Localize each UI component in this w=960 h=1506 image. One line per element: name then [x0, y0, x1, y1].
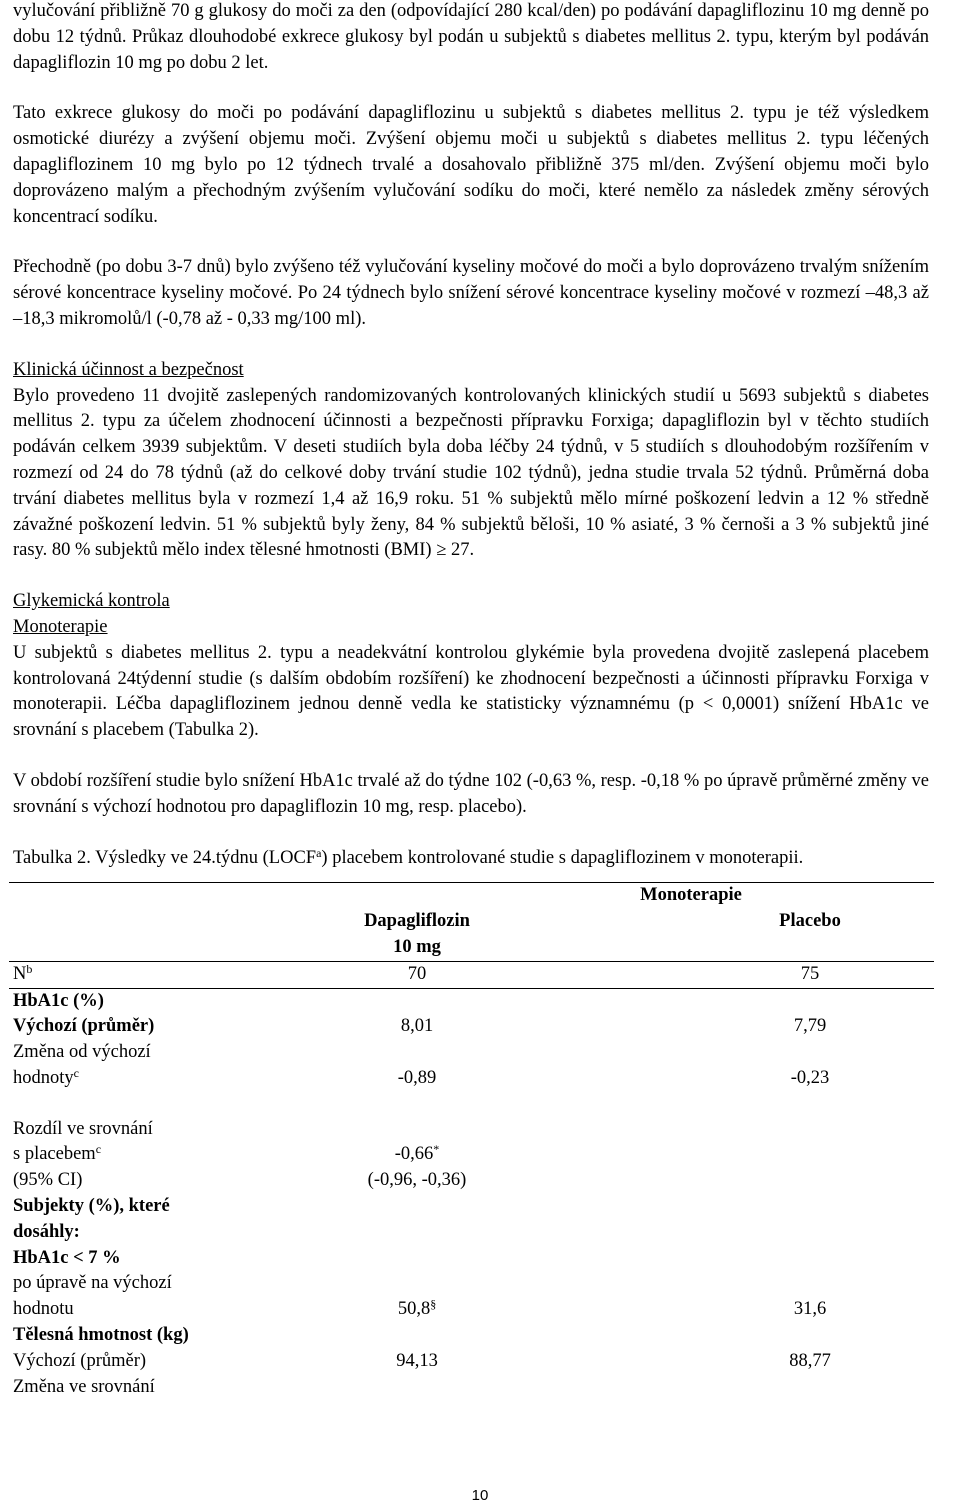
paragraph-uric-acid: Přechodně (po dobu 3-7 dnů) bylo zvýšeno též vylučování kyseliny močové do moči a bylo doprovázeno trvalým snížením sérové koncentrace kyseliny močové. Po 24 týdnech bylo snížení sérové koncentrace kyseliny močové v rozmezí –48,3 až –18,3 mikromolů/l (-0,78 až - 0,33 mg/100 ml). [13, 257, 929, 329]
page-number: 10 [471, 1487, 489, 1504]
group-header-monotherapy: Monoterapie [640, 885, 742, 906]
row-label-weight-baseline: Výchozí (průměr) [13, 1350, 147, 1371]
table-row-weight-header [9, 1323, 934, 1349]
row-label-change: Změna od výchozí hodnoty$^c$ [13, 1042, 151, 1088]
paragraph-osmotic-diuresis: Tato exkrece glukosy do moči po podávání dapagliflozinu u subjektů s diabetes mellitus 2. typu je též výsledkem osmotické diurézy a zvýšení objemu moči. Zvýšení objemu moči u subjektů s diabetes mellitus 2. typu léčených dapagliflozinem 10 mg bylo po 12 týdnech trvalé a dosahovalo přibližně 375 ml/den. Zvýšení objemu moči bylo doprovázeno malým a přechodným zvýšením vylučování sodíku do moči, které nemělo za následek změny sérových koncentrací sodíku. [13, 103, 929, 227]
cell-hba1c-base-placebo: 7,79 [793, 1016, 827, 1037]
heading-glycemic-control: Glykemická kontrola [13, 591, 170, 612]
table-row-responders [9, 1194, 934, 1323]
results-table [9, 882, 934, 1400]
table-row-hba1c-header [9, 988, 934, 1014]
table-column-header-row [9, 909, 934, 961]
table-row-weight-change [9, 1375, 934, 1401]
row-label-n: N [13, 963, 27, 984]
cell-responders-dapa: 50,8§ [397, 1297, 437, 1320]
col-header-placebo: Placebo [779, 911, 841, 932]
table-caption [13, 846, 929, 872]
row-label-difference: Rozdíl ve srovnání s placebem$^c$ (95% CI) [13, 1118, 153, 1191]
caption-text-end: ) placebem kontrolované studie s dapagliflozinem v monoterapii. [321, 847, 804, 868]
paragraph-clinical-studies: Bylo provedeno 11 dvojitě zaslepených randomizovaných kontrolovaných klinických studií u 5693 subjektů s diabetes mellitus 2. typu za účelem zhodnocení účinnosti a bezpečnosti přípravku Forxiga; dapagliflozin byl v těchto studiích podáván celkem 3939 subjektům. V deseti studiích byla doba léčby 24 týdnů, v 5 studiích s dlouhodobým rozšířením v rozmezí od 24 do 78 týdnů (až do celkové doby trvání studie 102 týdnů), jedna studie trvala 52 týdnů. Průměrná doba trvání diabetes mellitus byla v rozmezí 1,4 až 16,9 roku. 51 % subjektů mělo mírné poškození ledvin a 12 % středně závažné poškození ledvin. 51 % subjektů byly ženy, 84 % subjektů běloši, 10 % asiaté, 3 % černoši a 3 % subjektů jiné rasy. 80 % subjektů mělo index tělesné hmotnosti (BMI) ≥ 27. [13, 385, 929, 561]
table-group-header-row [9, 883, 934, 909]
table-row-n: $N^b$ 70 75 [9, 961, 934, 988]
table-row-hba1c-baseline [9, 1014, 934, 1040]
section-hba1c: HbA1c (%) [13, 990, 104, 1011]
cell-hba1c-change-placebo: -0,23 [790, 1067, 830, 1088]
table-row-hba1c-change [9, 1040, 934, 1092]
cell-n-dapa: 70 [407, 963, 427, 984]
caption-text-start: Tabulka 2. Výsledky ve 24.týdnu (LOCF [13, 847, 317, 868]
paragraph-glucose-excretion: vylučování přibližně 70 g glukosy do moči za den (odpovídající 280 kcal/den) po podávání dapagliflozinu 10 mg denně po dobu 12 týdnů. Průkaz dlouhodobé exkrece glukosy byl podán u subjektů s diabetes mellitus 2. typu, kterým byl podáván dapagliflozin 10 mg po dobu 2 let. [13, 1, 929, 73]
table-row-weight-baseline [9, 1349, 934, 1375]
row-label-responders: Subjekty (%), které dosáhly: HbA1c < 7 % po úpravě na výchozí hodnotu [13, 1196, 172, 1320]
cell-n-placebo: 75 [800, 963, 820, 984]
table-row-difference [9, 1117, 934, 1194]
document-page [13, 0, 929, 1400]
table-spacer [9, 1092, 934, 1117]
row-label-weight-change: Změna ve srovnání [13, 1376, 155, 1397]
col-header-dapagliflozin: Dapagliflozin 10 mg [364, 911, 470, 957]
cell-hba1c-change-dapa: -0,89 [397, 1067, 437, 1088]
cell-hba1c-base-dapa: 8,01 [400, 1016, 434, 1037]
cell-difference-dapa: -0,66* (-0,96, -0,36) [367, 1142, 467, 1191]
paragraph-extension-period: V období rozšíření studie bylo snížení HbA1c trvalé až do týdne 102 (-0,63 %, resp. -0,18 % po úpravě průměrné změny ve srovnání s výchozí hodnotou pro dapagliflozin 10 mg, resp. placebo). [13, 770, 929, 817]
heading-monotherapy: Monoterapie [13, 616, 108, 637]
paragraph-monotherapy-study: U subjektů s diabetes mellitus 2. typu a neadekvátní kontrolou glykémie byla provedena dvojitě zaslepená placebem kontrolovaná 24týdenní studie (s dalším obdobím rozšíření) ke zhodnocení bezpečnosti a účinnosti přípravku Forxiga v monoterapii. Léčba dapagliflozinem jednou denně vedla ke statisticky významnému (p < 0,0001) snížení HbA1c ve srovnání s placebem (Tabulka 2). [13, 642, 929, 741]
row-label-baseline: Výchozí (průměr) [13, 1016, 155, 1037]
cell-weight-base-dapa: 94,13 [396, 1350, 438, 1371]
heading-clinical-efficacy: Klinická účinnost a bezpečnost [13, 359, 244, 380]
cell-responders-placebo: 31,6 [793, 1299, 827, 1320]
section-body-weight: Tělesná hmotnost (kg) [13, 1325, 189, 1346]
caption-footnote-a: a [316, 845, 322, 860]
cell-weight-base-placebo: 88,77 [789, 1350, 831, 1371]
